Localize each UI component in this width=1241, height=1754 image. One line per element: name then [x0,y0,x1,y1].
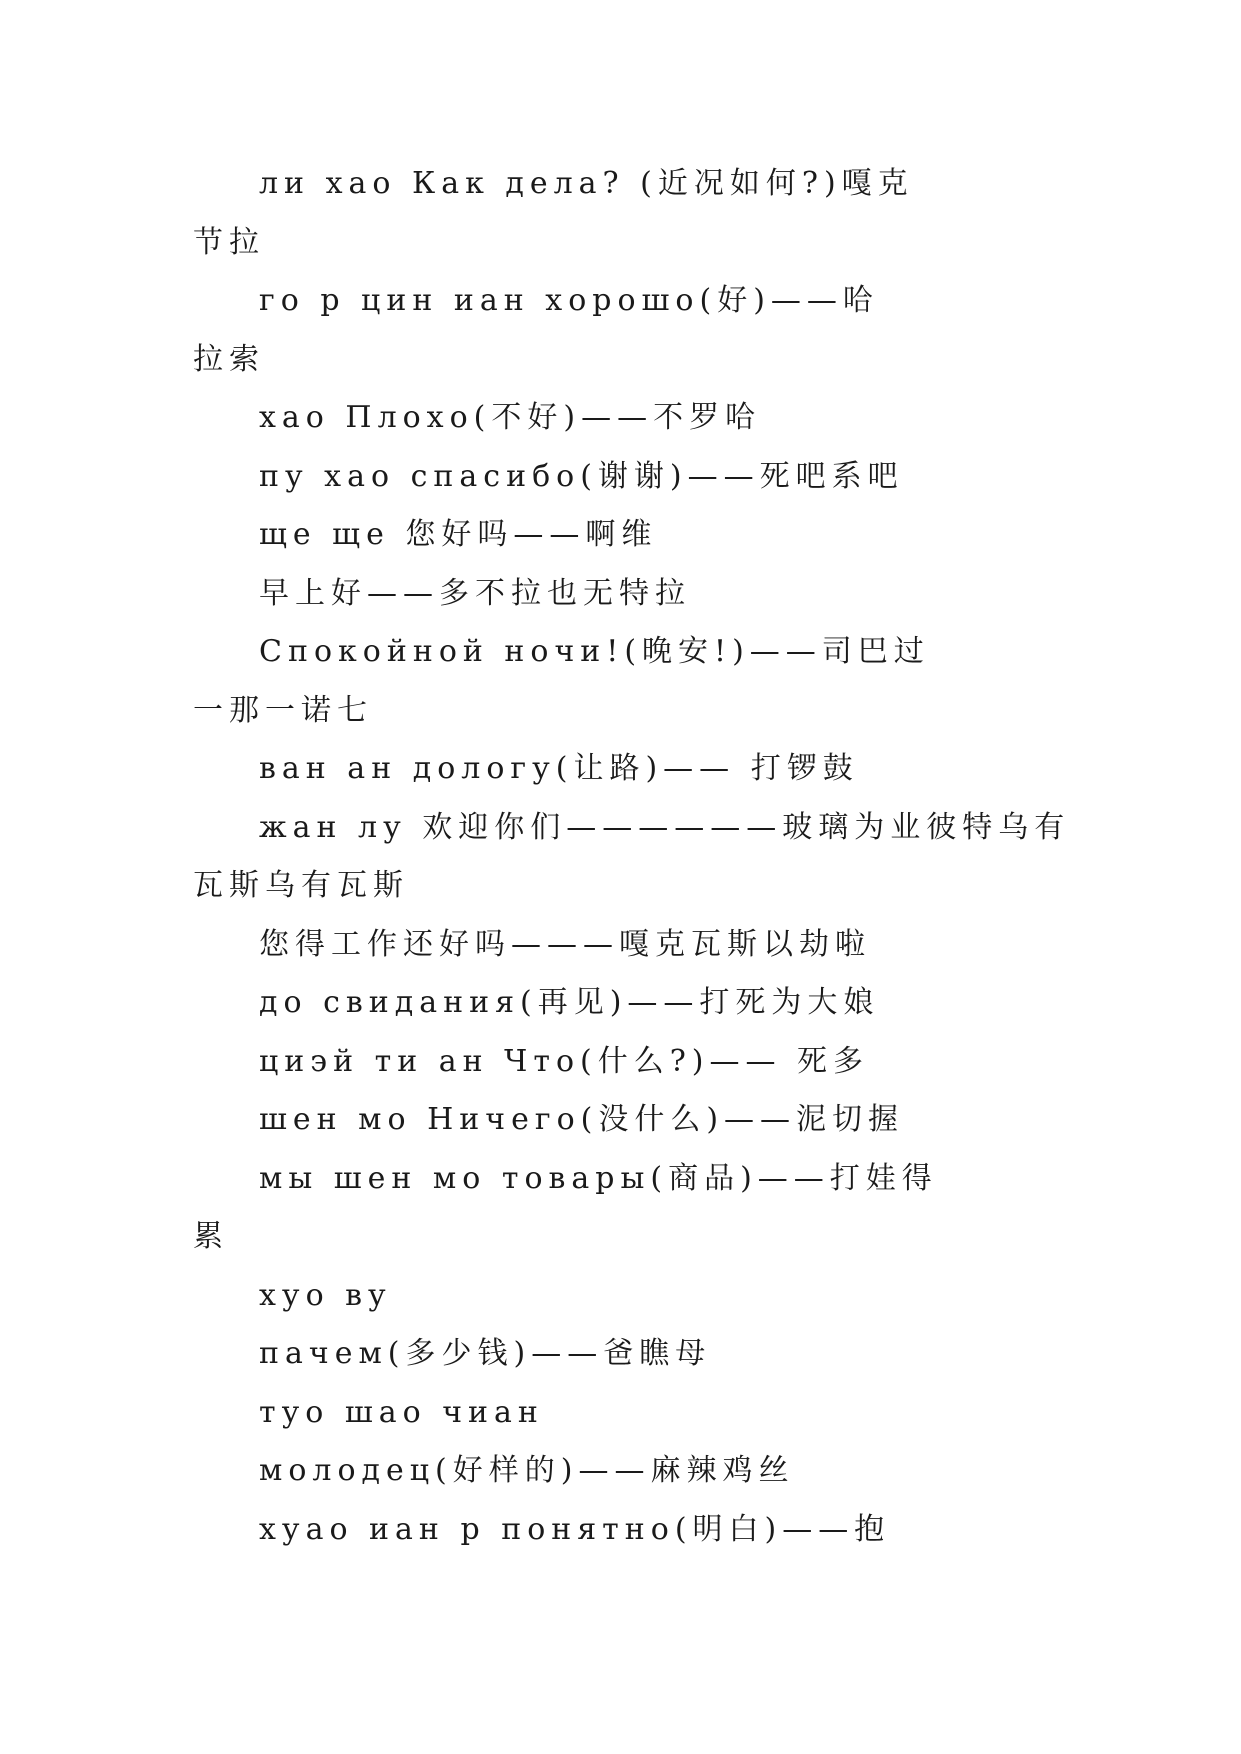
text-line: 早上好——多不拉也无特拉 [259,575,691,611]
text-line: шен мо Ничего(没什么)——泥切握 [259,1102,905,1137]
text-line: го р цин иан хорошо(好)——哈 [259,283,879,318]
text-line: 瓦斯乌有瓦斯 [193,868,409,903]
text-line: туо шао чиан [259,1394,544,1430]
text-line: 您得工作还好吗———嘎克瓦斯以劫啦 [259,926,871,962]
text-line: циэй ти ан Что(什么?)—— 死多 [259,1043,870,1079]
text-line: мы шен мо товары(商品)——打娃得 [259,1160,938,1196]
text-line: хуо ву [259,1277,392,1313]
text-line: молодец(好样的)——麻辣鸡丝 [259,1453,795,1488]
text-line: ли хао Как дела? (近况如何?)嘎克 [259,166,914,201]
text-line: хао Плохо(不好)——不罗哈 [259,400,762,435]
text-line: 累 [193,1219,229,1254]
text-line: жан лу 欢迎你们——————玻璃为业彼特乌有 [259,809,1071,845]
text-line: пачем(多少钱)——爸瞧母 [259,1336,712,1371]
text-line: 拉索 [193,341,265,377]
text-line: ще ще 您好吗——啊维 [259,517,658,552]
text-line: ван ан дологу(让路)—— 打锣鼓 [259,751,859,786]
text-line: хуао иан р понятно(明白)——抱 [259,1511,891,1547]
document-body [193,155,1071,1559]
text-line: пу хао спасибо(谢谢)——死吧系吧 [259,458,904,494]
text-line: 节拉 [193,224,265,260]
text-line: 一那一诺七 [193,692,373,728]
text-line: Спокойной ночи!(晚安!)——司巴过 [259,634,930,669]
text-line: до свидания(再见)——打死为大娘 [259,985,880,1020]
